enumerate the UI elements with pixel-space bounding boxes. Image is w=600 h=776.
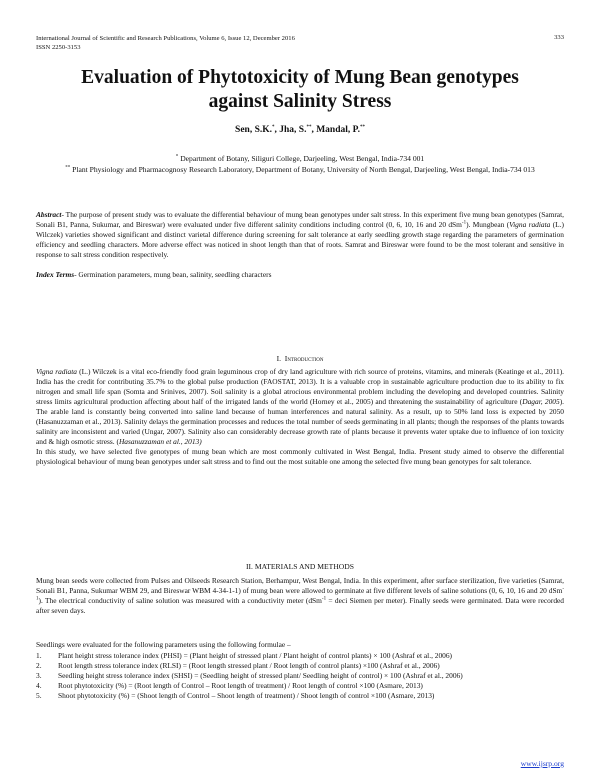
index-terms-text: - Germination parameters, mung bean, salinity, seedling characters (74, 270, 272, 279)
introduction-body (36, 367, 564, 467)
affiliation-2-text: Plant Physiology and Pharmacognosy Research Laboratory, Department of Botany, University of North Bengal, Darjeeling, West Bengal, India-734 013 (72, 165, 535, 174)
author-2-mark: ** (306, 124, 312, 130)
paper-title (40, 66, 560, 114)
intro-paragraph-2: In this study, we have selected five genotypes of mung bean which are most commonly cultivated in West Bengal, India. Present study aimed to observe the differential physiological behaviour of mung bean genotypes under salt stress and to find out the most suitable one among the selected five mung bean genotypes for salt tolerance. (36, 447, 564, 466)
abstract-unit-sup: -1 (461, 220, 467, 226)
section-heading-methods: II. MATERIALS AND METHODS (246, 562, 354, 571)
list-item (36, 681, 564, 691)
list-item-number: 3. (36, 671, 42, 680)
author-3-mark: ** (359, 124, 365, 130)
list-item-number: 5. (36, 691, 42, 700)
formula-list (36, 640, 564, 701)
section-heading-introduction (36, 354, 564, 363)
methods-sup-2: -1 (321, 596, 327, 602)
author-3: Mandal, P. (316, 125, 360, 135)
list-item (36, 651, 564, 661)
index-terms-label: Index Terms (36, 270, 75, 279)
author-list: Sen, S.K.*, Jha, S.**, Mandal, P.** (235, 124, 365, 135)
list-item-text: Shoot phytotoxicity (%) = (Shoot length of Control – Shoot length of treatment) / Shoot length of control ×100 (Asmare, 2013) (58, 691, 435, 700)
section-1-title: Introduction (284, 354, 324, 363)
section-1-numeral: I. (276, 354, 281, 363)
intro-text-1: (L.) Wilczek is a vital eco-friendly food grain leguminous crop of dry land agriculture with rich source of proteins, vitamins, and minerals (Keatinge et al., 2011). India has the credit for contributing 35.7% to the global pulse production (FAOSTAT, 2013). It is a valuable crop in sustainable agriculture production due to its ability to fix nitrogen and small life span (Somta and Srinives, 2007). Soil salinity is a global atrocious environmental problem including the developing and developed countries. Salinity stress limits agricultural production affecting about half of the irrigated lands of the world (Horney et al., 2005) and threatening the sustainability of agriculture ( (36, 367, 564, 406)
list-item-text: Seedling height stress tolerance index (SHSI) = (Seedling height of stressed plant/ Seedling height of control) × 100 (Ashraf et al., 2006) (58, 671, 463, 680)
list-item (36, 671, 564, 681)
methods-body (36, 576, 564, 616)
author-1-mark: * (272, 124, 275, 130)
list-item-text: Root phytotoxicity (%) = (Root length of Control – Root length of treatment) / Root length of control ×100 (Asmare, 2013) (58, 681, 423, 690)
intro-citation-2: Hasanuzzaman et al., 2013) (118, 437, 202, 446)
abstract-species: Vigna radiata (509, 220, 551, 229)
issn: ISSN 2250-3153 (36, 44, 81, 51)
abstract-text-1: - The purpose of present study was to evaluate the differential behaviour of mung bean genotypes under salt stress. In this experiment five mung bean genotypes (Samrat, Sonali B1, Panna, Sukumar, and Bireswar) were evaluated under five different salinity conditions including control (0, 6, 10, 16 and 20 dSm (36, 210, 564, 229)
abstract-text-2: ). Mungbean ( (466, 220, 510, 229)
list-item-number: 2. (36, 661, 42, 670)
list-item (36, 661, 564, 671)
methods-text-3: = deci Siemen per meter). Finally seeds were germinated. Data were recorded after seven days. (36, 596, 564, 615)
title-line-2: against Salinity Stress (208, 91, 392, 112)
affiliation-2-mark: ** (65, 165, 71, 171)
intro-species: Vigna radiata (36, 367, 78, 376)
journal-website-link[interactable]: www.ijsrp.org (520, 759, 564, 768)
methods-text-1: Mung bean seeds were collected from Pulses and Oilseeds Research Station, Berhampur, West Bengal, India. In this experiment, after surface sterilization, five varieties (Samrat, Sonali B1, Panna, Sukumar WBM 29, and Bireswar WBM 4-34-1-1) of mung bean were allowed to germinate at five different levels of saline solutions (0, 6, 10, 16 and 20 dSm (36, 576, 564, 595)
affiliation-2 (60, 165, 540, 175)
journal-citation: International Journal of Scientific and Research Publications, Volume 6, Issue 12, December 2016 (36, 35, 295, 42)
running-header (36, 34, 295, 52)
formula-list-intro: Seedlings were evaluated for the following parameters using the following formulae – (36, 640, 291, 649)
list-item-number: 4. (36, 681, 42, 690)
page-number: 333 (554, 34, 564, 41)
author-2: Jha, S. (279, 125, 307, 135)
intro-text-2: ). The arable land is constantly being converted into saline land because of human interferences and natural salinity. As a result, up to 50% land loss is expected by 2050 (Hasanuzzaman et al., 2013). Salinity delays the germination processes and reduces the total number of seeds germinating in all plants; though the responses of the plants towards salinity are inconsistent and varied (Ungar, 2007). Salinity also can considerably decrease growth rate of plants because it prevents water uptake due to influence of ion toxicity and & high osmotic stress. ( (36, 397, 564, 446)
methods-sup-1: -1 (36, 586, 564, 602)
affiliation-1-text: Department of Botany, Siliguri College, Darjeeling, West Bengal, India-734 001 (180, 154, 425, 163)
methods-text-2: ). The electrical conductivity of saline solution was measured with a conductivity meter (dSm (38, 596, 322, 605)
abstract (36, 210, 564, 260)
affiliation-1-mark: * (175, 154, 179, 160)
abstract-label: Abstract (36, 210, 62, 219)
author-1: Sen, S.K. (235, 125, 273, 135)
list-item-text: Root length stress tolerance index (RLSI) = (Root length stressed plant / Root length of control plants) ×100 (Ashraf et al., 2006) (58, 661, 440, 670)
title-line-1: Evaluation of Phytotoxicity of Mung Bean genotypes (81, 67, 519, 88)
list-item (36, 691, 564, 701)
list-item-text: Plant height stress tolerance index (PHSI) = (Plant height of stressed plant / Plant height of control plants) × 100 (Ashraf et al., 2006) (58, 651, 453, 660)
list-item-number: 1. (36, 651, 42, 660)
index-terms (36, 270, 564, 280)
abstract-text-3: (L.) Wilczek) varieties showed significant and distinct varietal difference during screening for salt tolerance at early seedling growth stage regarding the parameters of germination efficiency and seedling characters. More adverse effect was noticed in shoot length than that of roots. Samrat and Bireswar were found to be the most tolerant and sensitive in response to salt stress condition respectively. (36, 220, 564, 259)
intro-citation-1: Dagar, 2005 (522, 397, 560, 406)
intro-paragraph-1 (36, 367, 564, 447)
affiliation-1 (60, 154, 540, 164)
